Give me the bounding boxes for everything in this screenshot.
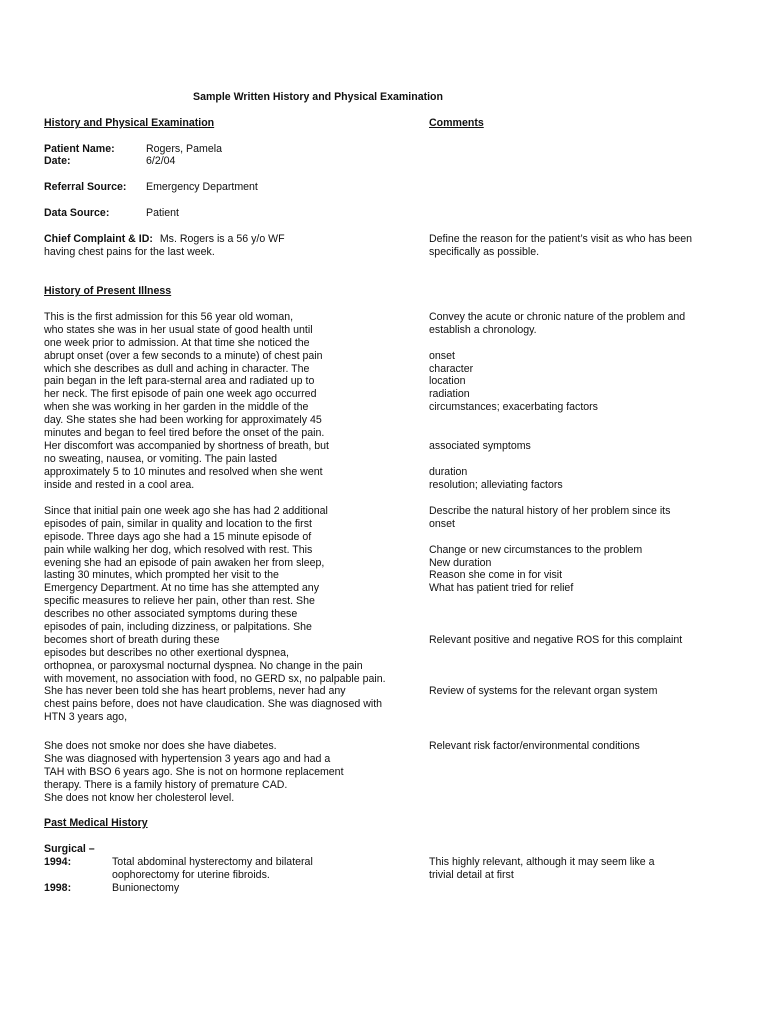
comment-line <box>429 621 682 634</box>
comment-line: onset <box>429 517 455 530</box>
text-line: episodes of pain, similar in quality and location to the first <box>44 517 312 530</box>
text-line: one week prior to admission. At that time she noticed the <box>44 336 310 349</box>
section-heading-comments: Comments <box>429 117 484 129</box>
text-line: She was diagnosed with hypertension 3 years ago and had a <box>44 752 331 765</box>
text-line: Total abdominal hysterectomy and bilateral <box>112 856 313 868</box>
text-line: day. She states she had been working for approximately 45 <box>44 414 322 427</box>
comment-line: radiation <box>429 388 470 401</box>
text-line: which she describes as dull and aching in character. The <box>44 362 310 375</box>
comment-line <box>429 531 682 544</box>
referral-label: Referral Source: <box>44 181 127 193</box>
text-line: episodes but describes no other exertional dyspnea, <box>44 646 289 659</box>
comment-line <box>429 673 682 686</box>
comment-line <box>429 427 685 440</box>
surgery-description: Bunionectomy <box>112 882 180 894</box>
comment-line: onset <box>429 349 455 362</box>
comment-line: duration <box>429 465 468 478</box>
patient-name-label: Patient Name: <box>44 143 115 155</box>
text-line: She has never been told she has heart problems, never had any <box>44 685 346 698</box>
comment-line <box>429 337 685 350</box>
text-line: describes no other associated symptoms during these <box>44 608 298 621</box>
comment-line: New duration <box>429 556 492 569</box>
text-line: no sweating, nausea, or vomiting. The pain lasted <box>44 452 278 465</box>
surgery-year: 1998: <box>44 882 72 894</box>
comment-line: character <box>429 362 474 375</box>
data-source-value: Patient <box>146 207 179 219</box>
surgery-description <box>112 856 313 882</box>
chief-complaint-line-1 <box>44 233 285 246</box>
comment-line: Relevant positive and negative ROS for this complaint <box>429 633 683 646</box>
comment-line <box>429 711 682 724</box>
comment-line <box>429 698 682 711</box>
text-line: This is the first admission for this 56 year old woman, <box>44 311 294 323</box>
comment-line: associated symptoms <box>429 439 531 452</box>
comment-line: What has patient tried for relief <box>429 582 574 595</box>
hpi-heading: History of Present Illness <box>44 285 172 297</box>
text-line: Emergency Department. At no time has she attempted any <box>44 582 319 595</box>
text-line: chest pains before, does not have claudication. She was diagnosed with <box>44 698 383 711</box>
hpi-paragraph-2-comments <box>429 505 682 724</box>
comment-line <box>429 595 682 608</box>
text-line: abrupt onset (over a few seconds to a minute) of chest pain <box>44 349 323 362</box>
hpi-paragraph-3 <box>44 740 344 804</box>
text-line: minutes and began to feel tired before the onset of the pain. <box>44 427 325 440</box>
comment-line: Review of systems for the relevant organ system <box>429 685 658 698</box>
chief-complaint-text: Ms. Rogers is a 56 y/o WF <box>159 233 285 245</box>
surgical-label: Surgical – <box>44 843 95 855</box>
date-label: Date: <box>44 155 71 167</box>
comment-line <box>429 647 682 660</box>
text-line: with movement, no association with food, no GERD sx, no palpable pain. <box>44 672 386 685</box>
text-line: who states she was in her usual state of good health until <box>44 323 313 336</box>
document-title: Sample Written History and Physical Examination <box>193 91 444 103</box>
text-line: evening she had an episode of pain awaken her from sleep, <box>44 556 325 569</box>
text-line: her neck. The first episode of pain one week ago occurred <box>44 388 317 401</box>
comment-line <box>429 414 685 427</box>
referral-value: Emergency Department <box>146 181 258 193</box>
surgery-comment <box>429 856 655 882</box>
hpi-paragraph-1-comments <box>429 311 685 491</box>
text-line: Her discomfort was accompanied by shortness of breath, but <box>44 439 329 452</box>
text-line: orthopnea, or paroxysmal nocturnal dyspnea. No change in the pain <box>44 659 363 672</box>
text-line: episodes of pain, including dizziness, or palpitations. She <box>44 621 312 634</box>
comment-line: Convey the acute or chronic nature of the problem and <box>429 311 686 323</box>
comment-line: location <box>429 375 466 388</box>
comment-line <box>429 608 682 621</box>
text-line: when she was working in her garden in the middle of the <box>44 401 309 414</box>
text-line: TAH with BSO 6 years ago. She is not on hormone replacement <box>44 765 344 778</box>
text-line: She does not smoke nor does she have diabetes. <box>44 740 277 752</box>
hpi-paragraph-3-comment: Relevant risk factor/environmental conditions <box>429 740 640 752</box>
text-line: She does not know her cholesterol level. <box>44 791 235 804</box>
text-line: therapy. There is a family history of premature CAD. <box>44 778 288 791</box>
comment-line: Change or new circumstances to the problem <box>429 543 643 556</box>
comment-line: specifically as possible. <box>429 245 540 258</box>
comment-line: resolution; alleviating factors <box>429 478 563 491</box>
text-line: HTN 3 years ago, <box>44 711 128 724</box>
pmh-heading: Past Medical History <box>44 817 148 829</box>
hpi-paragraph-1 <box>44 311 329 491</box>
comment-line: trivial detail at first <box>429 868 514 881</box>
date-value: 6/2/04 <box>146 155 176 167</box>
text-line: Since that initial pain one week ago she has had 2 additional <box>44 505 328 517</box>
text-line: episode. Three days ago she had a 15 minute episode of <box>44 530 312 543</box>
data-source-label: Data Source: <box>44 207 110 219</box>
text-line: oophorectomy for uterine fibroids. <box>112 868 270 881</box>
text-line: becomes short of breath during these <box>44 633 220 646</box>
text-line: specific measures to relieve her pain, other than rest. She <box>44 595 315 608</box>
chief-complaint-line-2: having chest pains for the last week. <box>44 246 215 258</box>
patient-name-value: Rogers, Pamela <box>146 143 222 155</box>
text-line: approximately 5 to 10 minutes and resolved when she went <box>44 465 323 478</box>
comment-line: Reason she come in for visit <box>429 569 563 582</box>
chief-complaint-comment <box>429 233 692 259</box>
text-line: inside and rested in a cool area. <box>44 478 195 491</box>
text-line: lasting 30 minutes, which prompted her visit to the <box>44 569 279 582</box>
text-line: pain began in the left para-sternal area and radiated up to <box>44 375 315 388</box>
text-line: pain while walking her dog, which resolved with rest. This <box>44 543 313 556</box>
comment-line: circumstances; exacerbating factors <box>429 401 598 414</box>
section-heading-history: History and Physical Examination <box>44 117 215 129</box>
comment-line: establish a chronology. <box>429 323 537 336</box>
comment-line: Define the reason for the patient’s visit as who has been <box>429 233 693 245</box>
surgery-year: 1994: <box>44 856 72 868</box>
hpi-paragraph-2 <box>44 505 386 724</box>
comment-line: Describe the natural history of her problem since its <box>429 505 671 517</box>
chief-complaint-label: Chief Complaint & ID: <box>44 233 153 245</box>
comment-line <box>429 660 682 673</box>
comment-line <box>429 453 685 466</box>
comment-line: This highly relevant, although it may seem like a <box>429 856 655 868</box>
